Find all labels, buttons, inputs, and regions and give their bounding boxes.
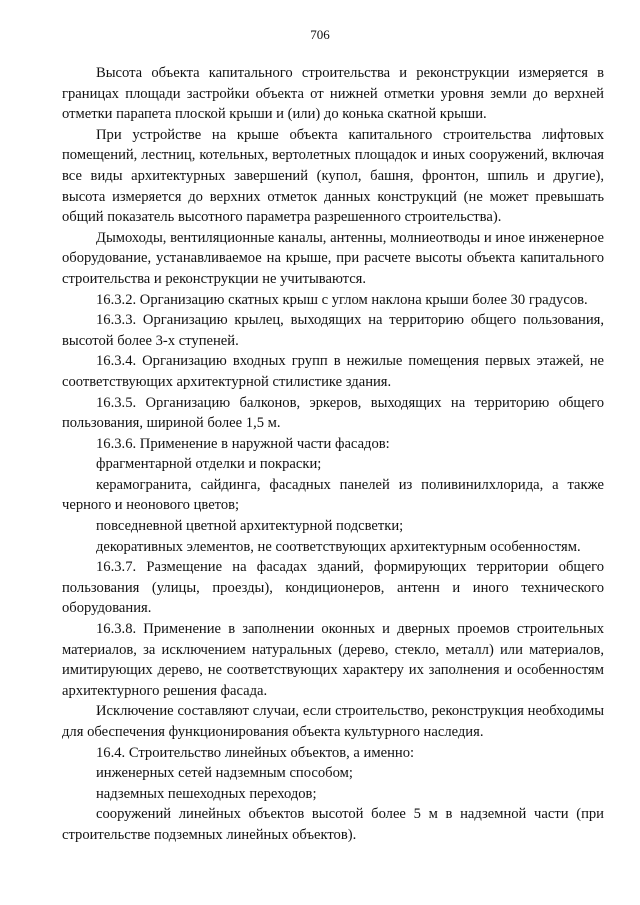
list-item-porcelain-siding: керамогранита, сайдинга, фасадных панелей из поливинилхлорида, а также черного и неонового цветов;	[62, 476, 604, 514]
paragraph-height-measurement: Высота объекта капитального строительства и реконструкции измеряется в границах площади застройки объекта от нижней отметки уровня земли до верхней отметки парапета плоской крыши и (или) до конька скатной крыши.	[62, 65, 604, 123]
clause-16-3-7: 16.3.7. Размещение на фасадах зданий, формирующих территории общего пользования (улицы, проезды), кондиционеров, антенн и иного технического оборудования.	[62, 559, 604, 617]
clause-16-3-8: 16.3.8. Применение в заполнении оконных и дверных проемов строительных материалов, за исключением натуральных (дерево, стекло, металл) или материалов, имитирующих дерево, не соответствующих характеру их заполнения и особенностям архитектурного решения фасада.	[62, 621, 604, 699]
clause-16-4: 16.4. Строительство линейных объектов, а именно:	[96, 744, 415, 761]
paragraph-roof-structures: При устройстве на крыше объекта капитального строительства лифтовых помещений, лестниц, котельных, вертолетных площадок и иных сооружений, включая все виды архитектурных завершений (купол, башня, фронтон, шпиль и другие), высота измеряется до верхних отметок данных конструкций (не может превышать общий показатель высотного параметра разрешенного строительства).	[62, 126, 604, 226]
clause-16-3-4: 16.3.4. Организацию входных групп в нежилые помещения первых этажей, не соответствующих архитектурной стилистике здания.	[62, 353, 604, 390]
list-item-pedestrian-crossings: надземных пешеходных переходов;	[96, 785, 317, 802]
clause-16-3-5: 16.3.5. Организацию балконов, эркеров, выходящих на территорию общего пользования, шириной более 1,5 м.	[62, 394, 604, 432]
paragraph-chimneys-equipment: Дымоходы, вентиляционные каналы, антенны, молниеотводы и иное инженерное оборудование, устанавливаемое на крыше, при расчете высоты объекта капитального строительства и реконструкции не учитываются.	[62, 229, 604, 287]
list-item-fragmentary-finish: фрагментарной отделки и покраски;	[96, 456, 322, 473]
clause-16-3-3: 16.3.3. Организацию крылец, выходящих на территорию общего пользования, высотой более 3-х ступеней.	[62, 312, 604, 349]
list-item-overhead-networks: инженерных сетей надземным способом;	[96, 765, 353, 782]
clause-16-3-6: 16.3.6. Применение в наружной части фасадов:	[96, 435, 390, 452]
clause-16-3-2: 16.3.2. Организацию скатных крыш с углом наклона крыши более 30 градусов.	[96, 291, 588, 308]
list-item-color-lighting: повседневной цветной архитектурной подсветки;	[96, 518, 404, 535]
document-body	[62, 63, 604, 846]
page-number: 706	[310, 27, 330, 42]
paragraph-exception: Исключение составляют случаи, если строительство, реконструкция необходимы для обеспечения функционирования объекта культурного наследия.	[62, 703, 604, 740]
list-item-decorative-elements: декоративных элементов, не соответствующих архитектурным особенностям.	[96, 538, 581, 555]
list-item-linear-structures: сооружений линейных объектов высотой более 5 м в надземной части (при строительстве подземных линейных объектов).	[62, 806, 604, 843]
